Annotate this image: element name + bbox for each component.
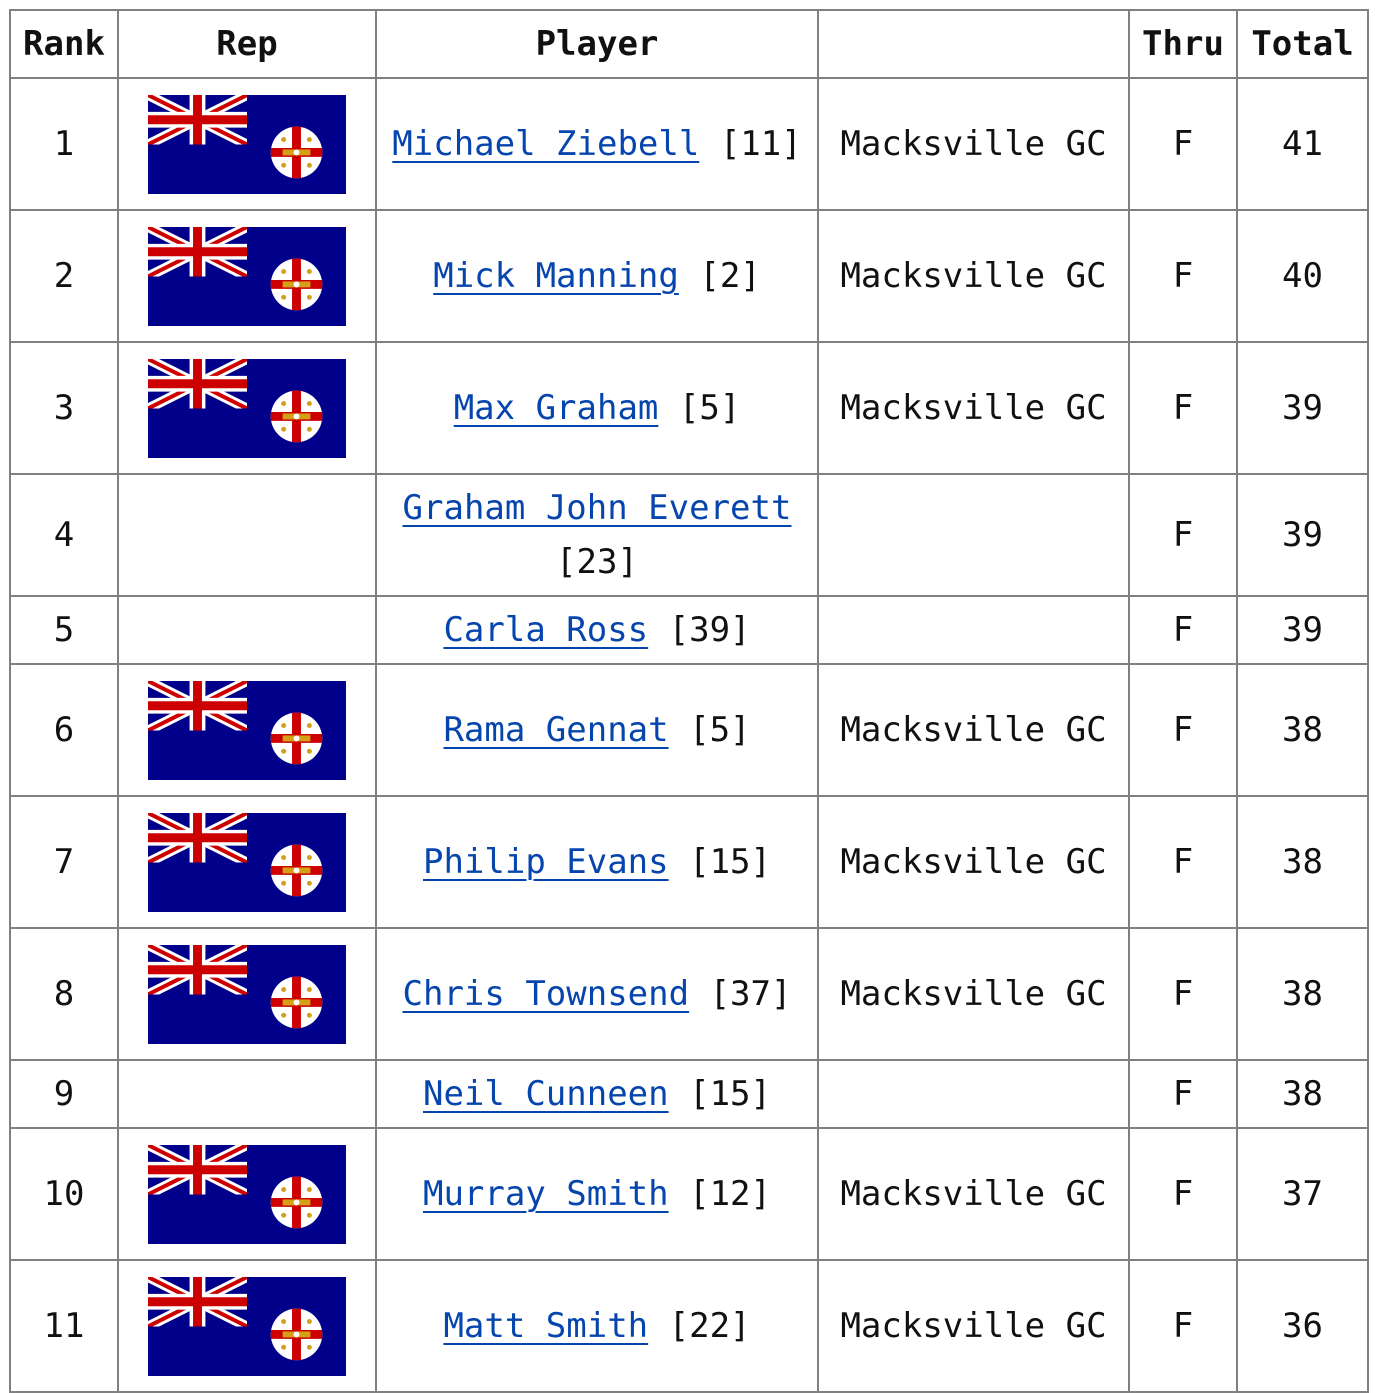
rep-cell [118,210,376,342]
total-cell: 39 [1237,342,1368,474]
rep-cell [118,1128,376,1260]
total-cell: 37 [1237,1128,1368,1260]
thru-cell: F [1129,928,1237,1060]
table-row [10,1260,1368,1392]
club-cell: Macksville GC [818,1128,1129,1260]
player-cell [376,664,818,796]
rep-cell [118,596,376,664]
thru-cell: F [1129,1060,1237,1128]
player-link[interactable]: Carla Ross [443,610,649,650]
player-handicap: [15] [689,842,771,882]
header-row [10,10,1368,78]
table-row [10,928,1368,1060]
rep-cell [118,664,376,796]
club-cell: Macksville GC [818,342,1129,474]
rep-cell [118,796,376,928]
player-link[interactable]: Rama Gennat [443,710,669,750]
table-row [10,210,1368,342]
header-club [818,10,1129,78]
leaderboard-body [10,78,1368,1392]
club-cell: Macksville GC [818,664,1129,796]
rank-cell: 6 [10,664,118,796]
club-cell: Macksville GC [818,78,1129,210]
header-rank: Rank [10,10,118,78]
table-row [10,342,1368,474]
rep-cell [118,342,376,474]
thru-cell: F [1129,596,1237,664]
rank-cell: 9 [10,1060,118,1128]
player-cell [376,1060,818,1128]
rep-cell [118,928,376,1060]
club-cell [818,1060,1129,1128]
nsw-flag-icon [148,359,346,458]
total-cell: 38 [1237,664,1368,796]
club-cell [818,474,1129,596]
player-handicap: [2] [699,256,761,296]
nsw-flag-icon [148,945,346,1044]
player-handicap: [15] [689,1074,771,1114]
thru-cell: F [1129,796,1237,928]
nsw-flag-icon [148,1277,346,1376]
table-row [10,596,1368,664]
player-handicap: [23] [556,542,638,582]
total-cell: 38 [1237,928,1368,1060]
total-cell: 38 [1237,1060,1368,1128]
nsw-flag-icon [148,1145,346,1244]
player-cell [376,210,818,342]
player-handicap: [37] [709,974,792,1014]
player-cell [376,596,818,664]
total-cell: 38 [1237,796,1368,928]
table-row [10,1128,1368,1260]
player-link[interactable]: Neil Cunneen [422,1074,669,1114]
player-link[interactable]: Max Graham [453,388,659,428]
header-rep: Rep [118,10,376,78]
player-handicap: [5] [689,710,751,750]
rank-cell: 8 [10,928,118,1060]
header-player: Player [376,10,818,78]
table-row [10,796,1368,928]
table-row [10,664,1368,796]
table-row [10,474,1368,596]
player-cell [376,1260,818,1392]
player-handicap: [11] [719,124,802,164]
player-link[interactable]: Murray Smith [422,1174,669,1214]
nsw-flag-icon [148,95,346,194]
thru-cell: F [1129,664,1237,796]
total-cell: 39 [1237,474,1368,596]
club-cell: Macksville GC [818,796,1129,928]
rep-cell [118,78,376,210]
club-cell: Macksville GC [818,210,1129,342]
rep-cell [118,1260,376,1392]
player-link[interactable]: Philip Evans [422,842,669,882]
rank-cell: 1 [10,78,118,210]
total-cell: 41 [1237,78,1368,210]
total-cell: 40 [1237,210,1368,342]
rank-cell: 7 [10,796,118,928]
player-link[interactable]: Michael Ziebell [392,124,700,164]
rank-cell: 4 [10,474,118,596]
rank-cell: 10 [10,1128,118,1260]
total-cell: 39 [1237,596,1368,664]
player-cell [376,796,818,928]
club-cell [818,596,1129,664]
rank-cell: 11 [10,1260,118,1392]
thru-cell: F [1129,342,1237,474]
player-cell [376,474,818,596]
rank-cell: 2 [10,210,118,342]
nsw-flag-icon [148,227,346,326]
nsw-flag-icon [148,681,346,780]
player-cell [376,928,818,1060]
rank-cell: 3 [10,342,118,474]
thru-cell: F [1129,210,1237,342]
rank-cell: 5 [10,596,118,664]
player-cell [376,342,818,474]
thru-cell: F [1129,1260,1237,1392]
player-handicap: [39] [668,610,751,650]
player-handicap: [22] [668,1306,751,1346]
table-row [10,1060,1368,1128]
leaderboard-table [9,9,1369,1393]
player-cell [376,1128,818,1260]
player-handicap: [5] [678,388,741,428]
player-cell [376,78,818,210]
player-link[interactable]: Graham John Everett [402,488,792,528]
club-cell: Macksville GC [818,928,1129,1060]
total-cell: 36 [1237,1260,1368,1392]
player-link[interactable]: Mick Manning [433,256,679,296]
club-cell: Macksville GC [818,1260,1129,1392]
header-total: Total [1237,10,1368,78]
thru-cell: F [1129,474,1237,596]
player-link[interactable]: Matt Smith [443,1306,649,1346]
thru-cell: F [1129,1128,1237,1260]
rep-cell [118,474,376,596]
rep-cell [118,1060,376,1128]
header-thru: Thru [1129,10,1237,78]
player-link[interactable]: Chris Townsend [402,974,690,1014]
table-row [10,78,1368,210]
player-handicap: [12] [689,1174,771,1214]
thru-cell: F [1129,78,1237,210]
nsw-flag-icon [148,813,346,912]
